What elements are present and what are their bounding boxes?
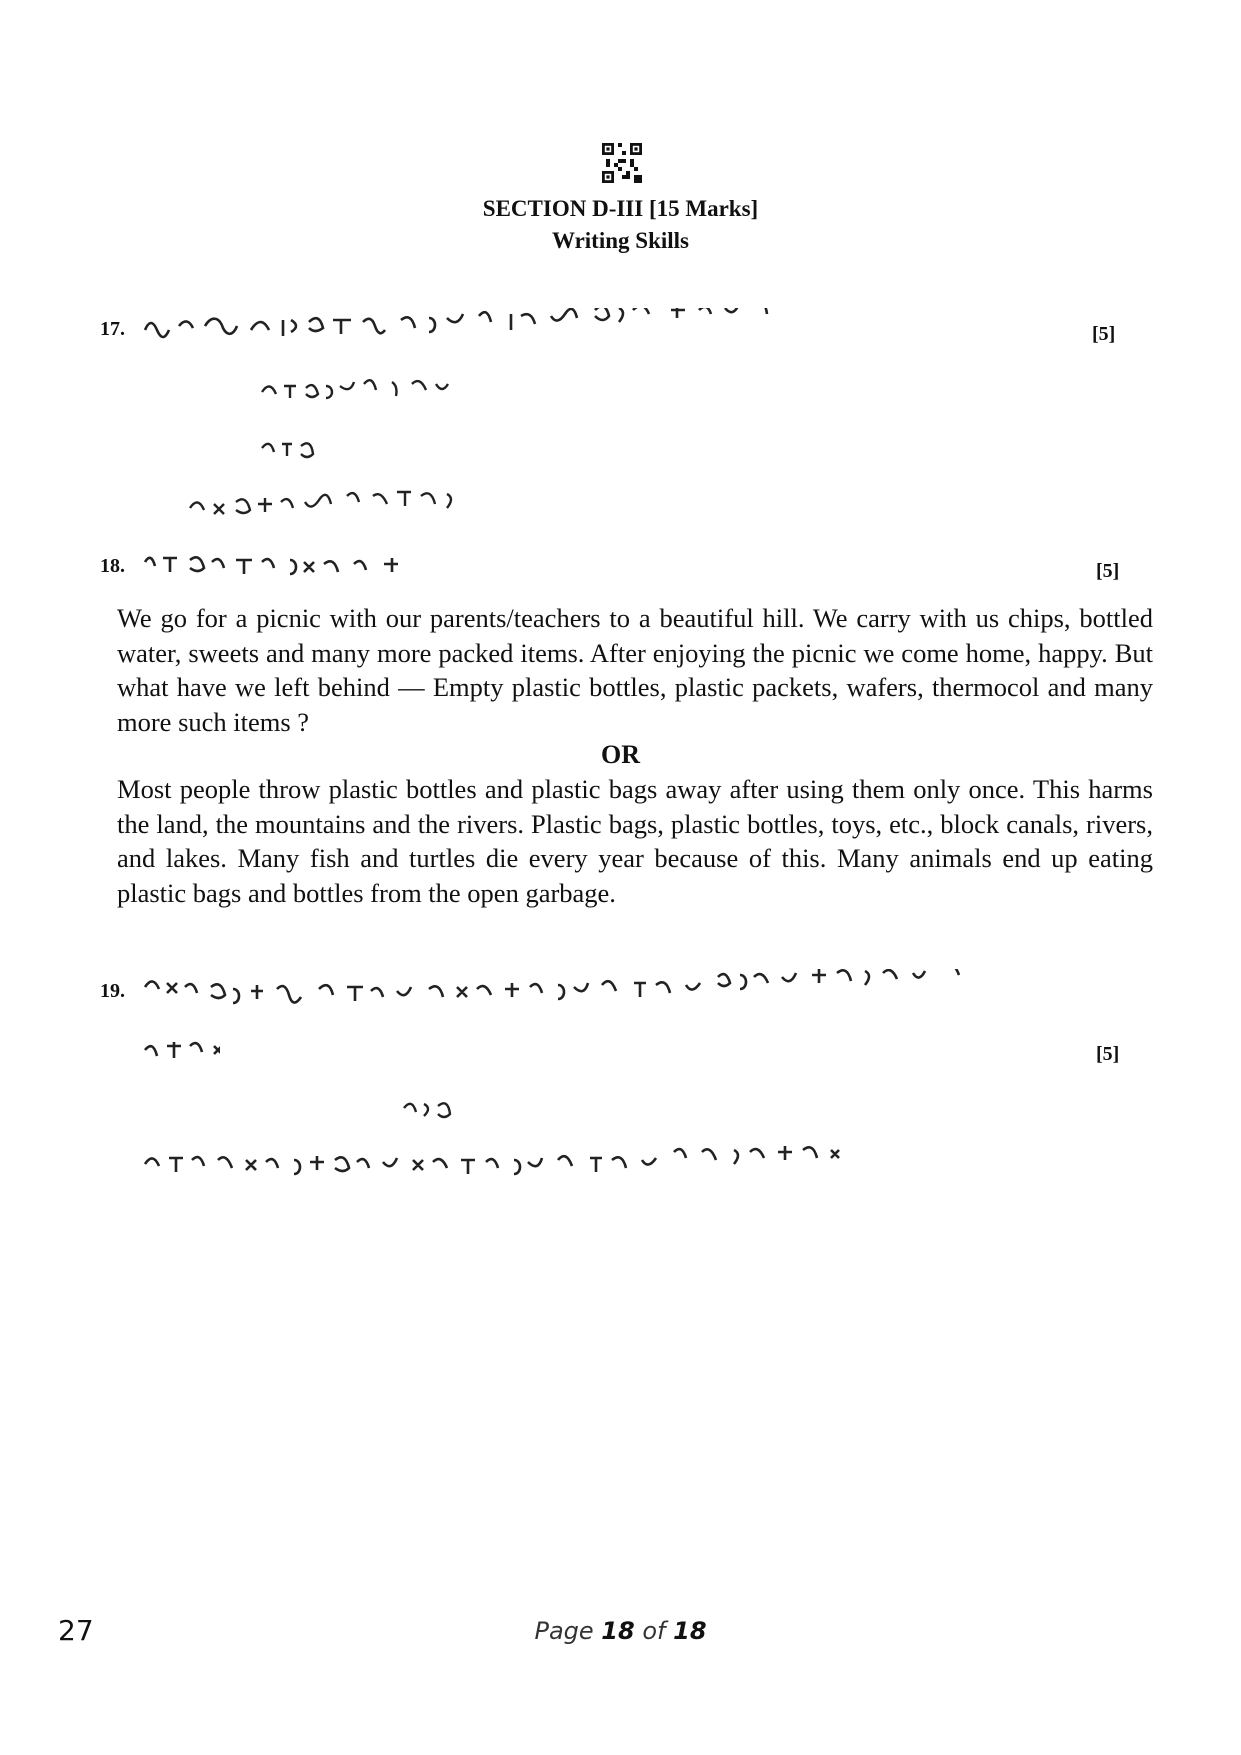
section-subtitle: Writing Skills <box>552 228 689 253</box>
footer-page-total: 18 <box>673 1617 707 1645</box>
passage-first: We go for a picnic with our parents/teachers to a beautiful hill. We carry with us chips, bottled water, sweets and many more packed items. After enjoying the picnic we come home, happy. But what have we left behind — Empty plastic bottles, plastic packets, wafers, thermocol and many more such items ? <box>117 603 1153 737</box>
footer-page-prefix: Page <box>534 1617 594 1645</box>
question-19-script-text-line-2 <box>140 1034 220 1068</box>
question-18-script-text <box>140 544 430 580</box>
passage-second: Most people throw plastic bottles and plastic bags away after using them only once. This harms the land, the mountains and the rivers. Plastic bags, plastic bottles, toys, etc., block canals, rivers, and lakes. Many fish and turtles die every year because of this. Many animals end up eating plastic bags and bottles from the open garbage. <box>117 774 1153 908</box>
question-17-marks: [5] <box>1092 323 1116 345</box>
question-19-instruction-script <box>140 1146 940 1182</box>
question-18-number: 18. <box>100 555 125 577</box>
question-19-hint-script <box>400 1092 470 1124</box>
question-17-hint-2-script <box>258 432 328 464</box>
footer-page-of: of <box>642 1617 666 1645</box>
section-title: SECTION D-III [15 Marks] <box>482 196 759 221</box>
footer-page-code: 27 <box>58 1614 94 1647</box>
question-17-hint-3-script <box>186 490 456 526</box>
question-17-script-text <box>140 308 840 344</box>
or-label: OR <box>601 740 640 769</box>
footer-page-current: 18 <box>601 1617 635 1645</box>
footer-page-indicator <box>0 1617 1241 1645</box>
qr-code-icon <box>602 143 642 183</box>
question-19-marks: [5] <box>1096 1043 1120 1065</box>
question-17-hint-1-script <box>258 374 458 410</box>
question-19-script-text-line-1 <box>140 969 1140 1005</box>
question-18-marks: [5] <box>1096 560 1120 582</box>
question-19-number: 19. <box>100 980 125 1002</box>
question-17-number: 17. <box>100 318 125 340</box>
